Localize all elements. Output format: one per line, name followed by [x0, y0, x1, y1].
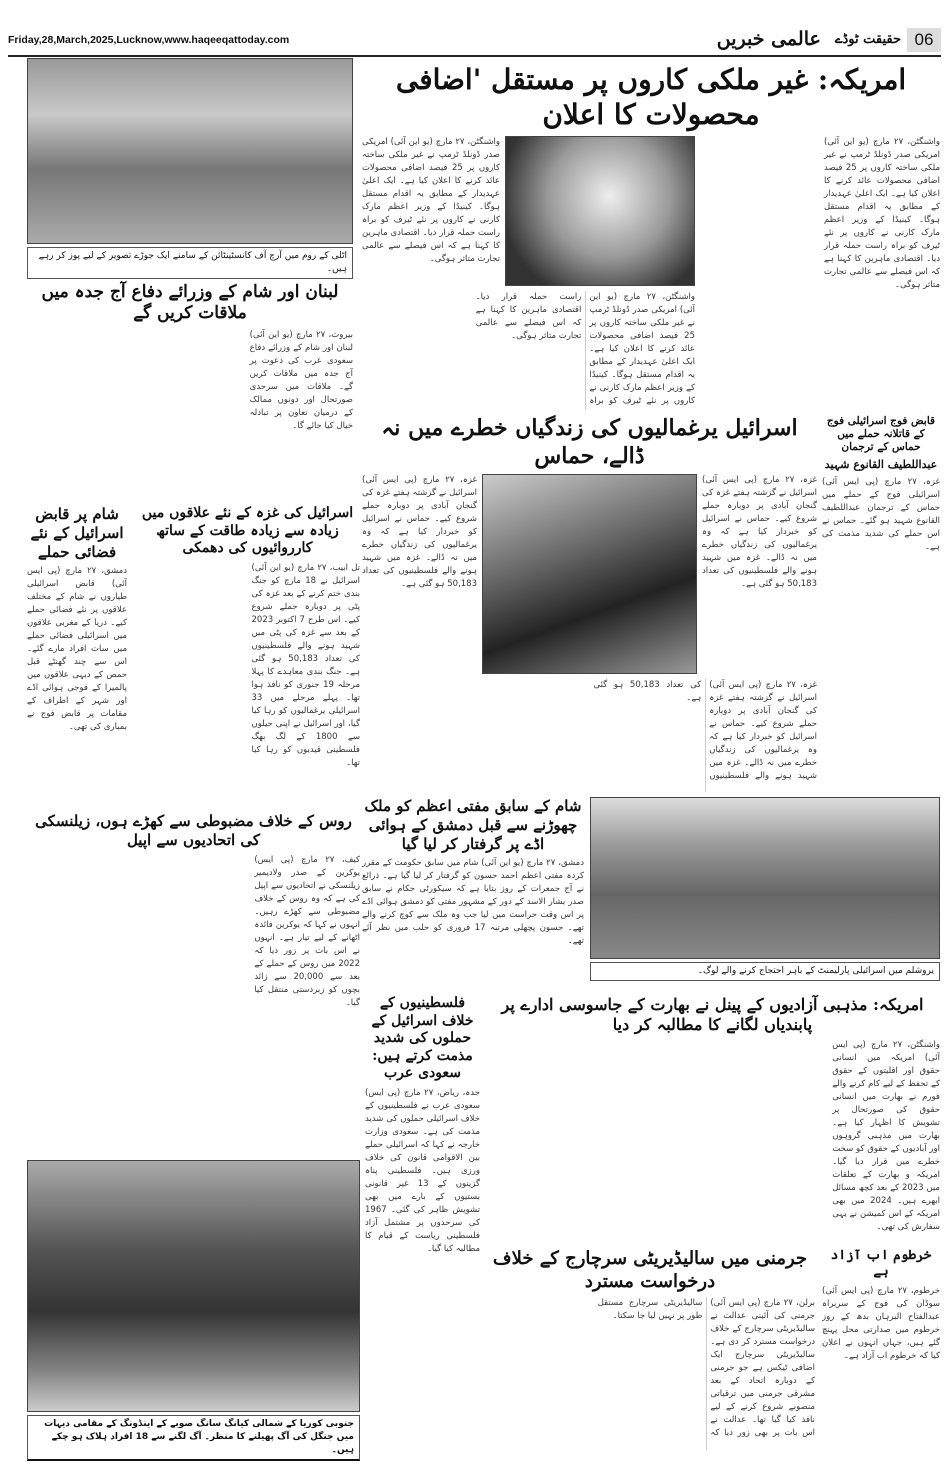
hamas-spokesman-headline: قابض فوج اسرائیلی فوج کے قاتلانہ حملے میں حماس کے ترجمان: [826, 415, 936, 454]
saudi-headline: فلسطینیوں کے خلاف اسرائیل کے حملوں کی شدید مذمت کرتے ہیں: سعودی عرب: [371, 995, 474, 1081]
hamas-body-left: غزہ، ۲۷ مارچ (پی ایس آئی) اسرائیل نے گزشتہ ہفتے غزہ کی گنجان آبادی پر دوبارہ حملے شروع کیے۔ حماس نے اسرائیل کو خبردار کیا ہے کہ وہ یرغمالیوں کی زندگیاں خطرے میں نہ ڈالے۔ غزہ میں شہید ہونے والے فلسطینیوں کی تعداد 50,183 ہو گئی ہے۔: [362, 475, 477, 589]
religious-freedom-headline: امریکہ: مذہبی آزادیوں کے پینل نے بھارت کے جاسوسی ادارے پر پابندیاں لگانے کا مطالبہ کر دیا: [501, 995, 924, 1034]
hamas-fighters-photo: [482, 474, 697, 674]
hamas-spokesman-body: غزہ، ۲۷ مارچ (پی ایس آئی) اسرائیلی فوج کے حملے میں حماس کے ترجمان عبداللطیف القانوع شہید ہو گئے۔ حماس نے اس حملے کی شدید مذمت کی ہے۔: [822, 477, 940, 553]
gaza-threat-block: [135, 505, 360, 805]
zelensky-headline: روس کے خلاف مضبوطی سے کھڑے ہوں، زیلنسکی کی اتحادیوں سے اپیل: [35, 812, 352, 849]
paper-logo: حقیقت ٹوڈے: [834, 31, 901, 47]
hamas-spokesman-block: [822, 415, 940, 792]
header-rule: [8, 55, 941, 57]
saudi-block: [365, 995, 480, 1450]
protest-photo-caption: یروشلم میں اسرائیلی پارلیمنٹ کے باہر احتجاج کرنے والے لوگ۔: [590, 962, 940, 981]
germany-body: برلن، ۲۷ مارچ (پی ایس آئی) جرمنی کی آئینی عدالت نے سالیڈیریٹی سرچارج کے خلاف درخواست مسترد کر دی ہے۔ سالیڈیریٹی سرچارج ایک اضافی ٹیکس ہے جو جرمنی کے دوبارہ اتحاد کے بعد مشرقی جرمنی میں ترقیاتی منصوبے شروع کرنے کے لیے نافذ کیا گیا تھا۔ عدالت نے اس بات پر بھی زور دیا کہ سالیڈیریٹی سرچارج مستقل طور پر نہیں لیا جا سکتا۔: [597, 1298, 815, 1438]
hamas-block: [362, 415, 817, 792]
khartoum-headline: خرطوم اب آزاد ہے: [830, 1248, 932, 1280]
hamas-body-bottom: غزہ، ۲۷ مارچ (پی ایس آئی) اسرائیل نے گزشتہ ہفتے غزہ کی گنجان آبادی پر دوبارہ حملے شروع کیے۔ حماس نے اسرائیل کو خبردار کیا ہے کہ وہ یرغمالیوں کی زندگیاں خطرے میں نہ ڈالے۔ غزہ میں شہید ہونے والے فلسطینیوں کی تعداد 50,183 ہو گئی ہے۔: [593, 680, 817, 781]
jerusalem-protest-photo: [590, 797, 940, 959]
hamas-body-right: غزہ، ۲۷ مارچ (پی ایس آئی) اسرائیل نے گزشتہ ہفتے غزہ کی گنجان آبادی پر دوبارہ حملے شروع کیے۔ حماس نے اسرائیل کو خبردار کیا ہے کہ وہ یرغمالیوں کی زندگیاں خطرے میں نہ ڈالے۔ غزہ میں شہید ہونے والے فلسطینیوں کی تعداد 50,183 ہو گئی ہے۔: [702, 475, 817, 589]
mufti-headline: شام کے سابق مفتی اعظم کو ملک چھوڑنے سے قبل دمشق کے ہوائی اڈے پر گرفتار کر لیا گیا: [364, 797, 582, 853]
section-title: عالمی خبریں: [716, 28, 821, 50]
page-number: 06: [907, 28, 941, 52]
rome-photo-caption: اٹلی کے روم میں آرچ آف کانسٹینٹائن کے سامنے ایک جوڑے تصویر کے لیے پوز کر رہے ہیں۔: [27, 247, 353, 279]
fire-photo-caption: جنوبی کوریا کے شمالی کیانگ سانگ صوبے کے اینڈونگ کے مقامی دیہات میں جنگل کی آگ پھیلنے کا منظر۔ آگ لگنے سے 18 افراد ہلاک ہو چکے ہیں۔: [27, 1415, 360, 1461]
left-top-block: [27, 58, 353, 500]
lebanon-syria-headline: لبنان اور شام کے وزرائے دفاع آج جدہ میں ملاقات کریں گے: [41, 282, 339, 324]
fire-block: [27, 1160, 360, 1465]
saudi-body: جدہ، ریاض، ۲۷ مارچ (پی ایس) سعودی عرب نے فلسطینیوں کے خلاف اسرائیلی حملوں کی شدید مذمت کی ہے۔ سعودی وزارت خارجہ نے کہا کہ اسرائیلی حملے بین الاقوامی قانون کی خلاف ورزی ہیں۔ فلسطینی پناہ گزینوں کے 13 غیر قانونی بستیوں کے بارے میں بھی تشویش ظاہر کی گئی۔ 1967 کی سرحدوں پر مشتمل آزاد فلسطینی ریاست کے قیام کا مطالبہ کیا گیا۔: [365, 1087, 480, 1254]
mufti-block: [362, 797, 584, 990]
hamas-spokesman-subhead: عبداللطیف القانوع شہید: [824, 458, 938, 472]
mufti-body: دمشق، ۲۷ مارچ (یو این آئی) شام میں سابق حکومت کے مقرر کردہ مفتی اعظم احمد حسون کو گرفتار کر لیا گیا ہے۔ ذرائع نے آج جمعرات کے روز بتایا ہے کہ سیکورٹی حکام نے سابق صدر بشار الاسد کے دور کے مشہور مفتی کو دمشق ہوائی اڈے پر اس وقت حراست میں لیا جب وہ ملک سے کوچ کرنے والے تھے۔ حسون پچھلی مرتبہ 17 فروری کو حلب میں نظر آئے تھے۔: [362, 858, 584, 947]
protest-block: [590, 797, 940, 987]
germany-block: [485, 1248, 815, 1450]
syria-strikes-headline: شام پر قابض اسرائیل کے نئے فضائی حملے: [30, 505, 124, 561]
lebanon-syria-body: بیروت، ۲۷ مارچ (یو این آئی) لبنان اور شام کے وزرائے دفاع سعودی عرب کی دعوت پر آج جدہ میں ملاقات کریں گے۔ ملاقات میں سرحدی صورتحال اور دونوں ممالک کے درمیان تعاون پر تبادلہ خیال کیا جائے گا۔: [249, 329, 353, 431]
hamas-photo-row: [362, 474, 817, 674]
lead-left-area: [362, 136, 695, 410]
lead-body-bottom: واشنگٹن، ۲۷ مارچ (یو این آئی) امریکی صدر ڈونلڈ ٹرمپ نے غیر ملکی ساختہ کاروں پر 25 فیصد اضافی محصولات عائد کرنے کا اعلان کیا ہے۔ ایک اعلیٰ عہدیدار کے مطابق یہ اقدام مستقل ہوگا۔ کینیڈا کے وزیر اعظم مارک کارنی نے کاروں پر نئے ٹیرف کو براہ راست حملہ قرار دیا۔ اقتصادی ماہرین کا کہنا ہے کہ اس فیصلے سے عالمی تجارت متاثر ہوگی۔: [475, 292, 695, 406]
zelensky-body: کیف، ۲۷ مارچ (پی ایس) یوکرین کے صدر ولادیمیر زیلنسکی نے اتحادیوں سے اپیل کی ہے کہ وہ روس کے خلاف مضبوطی سے کھڑے رہیں۔ انہوں نے کہا کہ یوکرین فائدہ اٹھانے کے لیے تیار ہے۔ انہوں نے اس بات پر زور دیا کہ 2022 میں روس کے حملے کے بعد سے 20,000 سے زائد بچوں کو زبردستی منتقل کیا گیا۔: [254, 854, 360, 1008]
forest-fire-photo: [27, 1160, 360, 1412]
lead-body-left: واشنگٹن، ۲۷ مارچ (یو این آئی) امریکی صدر ڈونلڈ ٹرمپ نے غیر ملکی ساختہ کاروں پر 25 فیصد اضافی محصولات عائد کرنے کا اعلان کیا ہے۔ ایک اعلیٰ عہدیدار کے مطابق یہ اقدام مستقل ہوگا۔ کینیڈا کے وزیر اعظم مارک کارنی نے کاروں پر نئے ٹیرف کو براہ راست حملہ قرار دیا۔ اقتصادی ماہرین کا کہنا ہے کہ اس فیصلے سے عالمی تجارت متاثر ہوگی۔: [362, 137, 500, 264]
rome-arch-photo: [27, 58, 353, 244]
khartoum-block: [822, 1248, 940, 1450]
hamas-headline: اسرائیل یرغمالیوں کی زندگیاں خطرے میں نہ ڈالے، حماس: [381, 415, 798, 469]
masthead-titles: [717, 28, 901, 52]
trump-photo: [505, 136, 695, 286]
lead-headline: امریکہ: غیر ملکی کاروں پر مستقل 'اضافی محصولات کا اعلان: [395, 63, 907, 131]
syria-strikes-block: [27, 505, 127, 805]
religious-freedom-body: واشنگٹن، ۲۷ مارچ (پی ایس آئی) امریکہ میں انسانی حقوق اور اقلیتوں کے حقوق کے تحفظ کے لیے کام کرنے والے فورم نے بھارت میں انسانی حقوق کی صورتحال پر تشویش کا اظہار کیا ہے۔ بھارت میں مذہبی گروہوں اور آبادیوں کے حقوق کو سخت خطرے میں قرار دیا گیا۔ امریکہ و بھارت کے تعلقات میں 2023 کے بعد کچھ مسائل ابھرے ہیں۔ 2024 میں بھی امریکہ کے اس کمیشن نے یہی سفارش کی تھی۔: [832, 1040, 940, 1232]
lead-body-right: واشنگٹن، ۲۷ مارچ (یو این آئی) امریکی صدر ڈونلڈ ٹرمپ نے غیر ملکی ساختہ کاروں پر 25 فیصد اضافی محصولات عائد کرنے کا اعلان کیا ہے۔ ایک اعلیٰ عہدیدار کے مطابق یہ اقدام مستقل ہوگا۔ کینیڈا کے وزیر اعظم مارک کارنی نے کاروں پر نئے ٹیرف کو براہ راست حملہ قرار دیا۔ اقتصادی ماہرین کا کہنا ہے کہ اس فیصلے سے عالمی تجارت متاثر ہوگی۔: [824, 137, 940, 290]
dateline: Friday,28,March,2025,Lucknow,www.haqeeqattoday.com: [8, 34, 290, 46]
syria-strikes-body: دمشق، ۲۷ مارچ (پی ایس آئی) قابض اسرائیلی طیاروں نے شام کے مختلف علاقوں پر نئے فضائی حملے کیے۔ دریا کے مغربی علاقوں میں اسرائیلی فضائی حملے میں سات افراد مارے گئے۔ اس سے چند گھنٹے قبل حمص کے دیہی علاقوں میں پالمیرا کے فوجی ہوائی اڈے اور شہر کے اطراف کے مقامات پر قابض فوج نے بمباری کی تھی۔: [27, 566, 127, 733]
germany-headline: جرمنی میں سالیڈیریٹی سرچارج کے خلاف درخواست مسترد: [492, 1248, 808, 1292]
zelensky-block: [27, 812, 360, 1155]
khartoum-body: خرطوم، ۲۷ مارچ (پی ایس آئی) سوڈان کی فوج کے سربراہ عبدالفتاح البرہان بدھ کے روز خرطوم میں صدارتی محل پہنچ گئے ہیں، جہاں انہوں نے اعلان کیا کہ خرطوم اب آزاد ہے۔: [822, 1285, 940, 1361]
gaza-threat-headline: اسرائیل کی غزہ کے نئے علاقوں میں زیادہ سے زیادہ طاقت کے ساتھ کارروائیوں کی دھمکی: [141, 505, 354, 556]
lead-content: [362, 136, 940, 410]
gaza-threat-body: تل ابیب، ۲۷ مارچ (یو این آئی) اسرائیل نے 18 مارچ کو جنگ بندی ختم کرنے کے بعد غزہ کی پٹی پر دوبارہ حملے شروع کیے۔ اس طرح 7 اکتوبر 2023 کے بعد سے غزہ کی پٹی میں شہید ہونے والے فلسطینیوں کی تعداد 50,183 ہو گئی ہے۔ جنگ بندی معاہدے کا پہلا مرحلہ 19 جنوری کو نافذ ہوا تھا۔ پہلے مرحلے میں 33 اسرائیلی یرغمالیوں کو رہا کیا گیا، اور اسرائیل نے اپنی جیلوں سے 1800 کے لگ بھگ فلسطینی قیدیوں کو رہا کیا تھا۔: [251, 562, 360, 768]
lead-block: [362, 62, 940, 410]
religious-freedom-block: [485, 995, 940, 1243]
lead-photo-row: [362, 136, 695, 286]
